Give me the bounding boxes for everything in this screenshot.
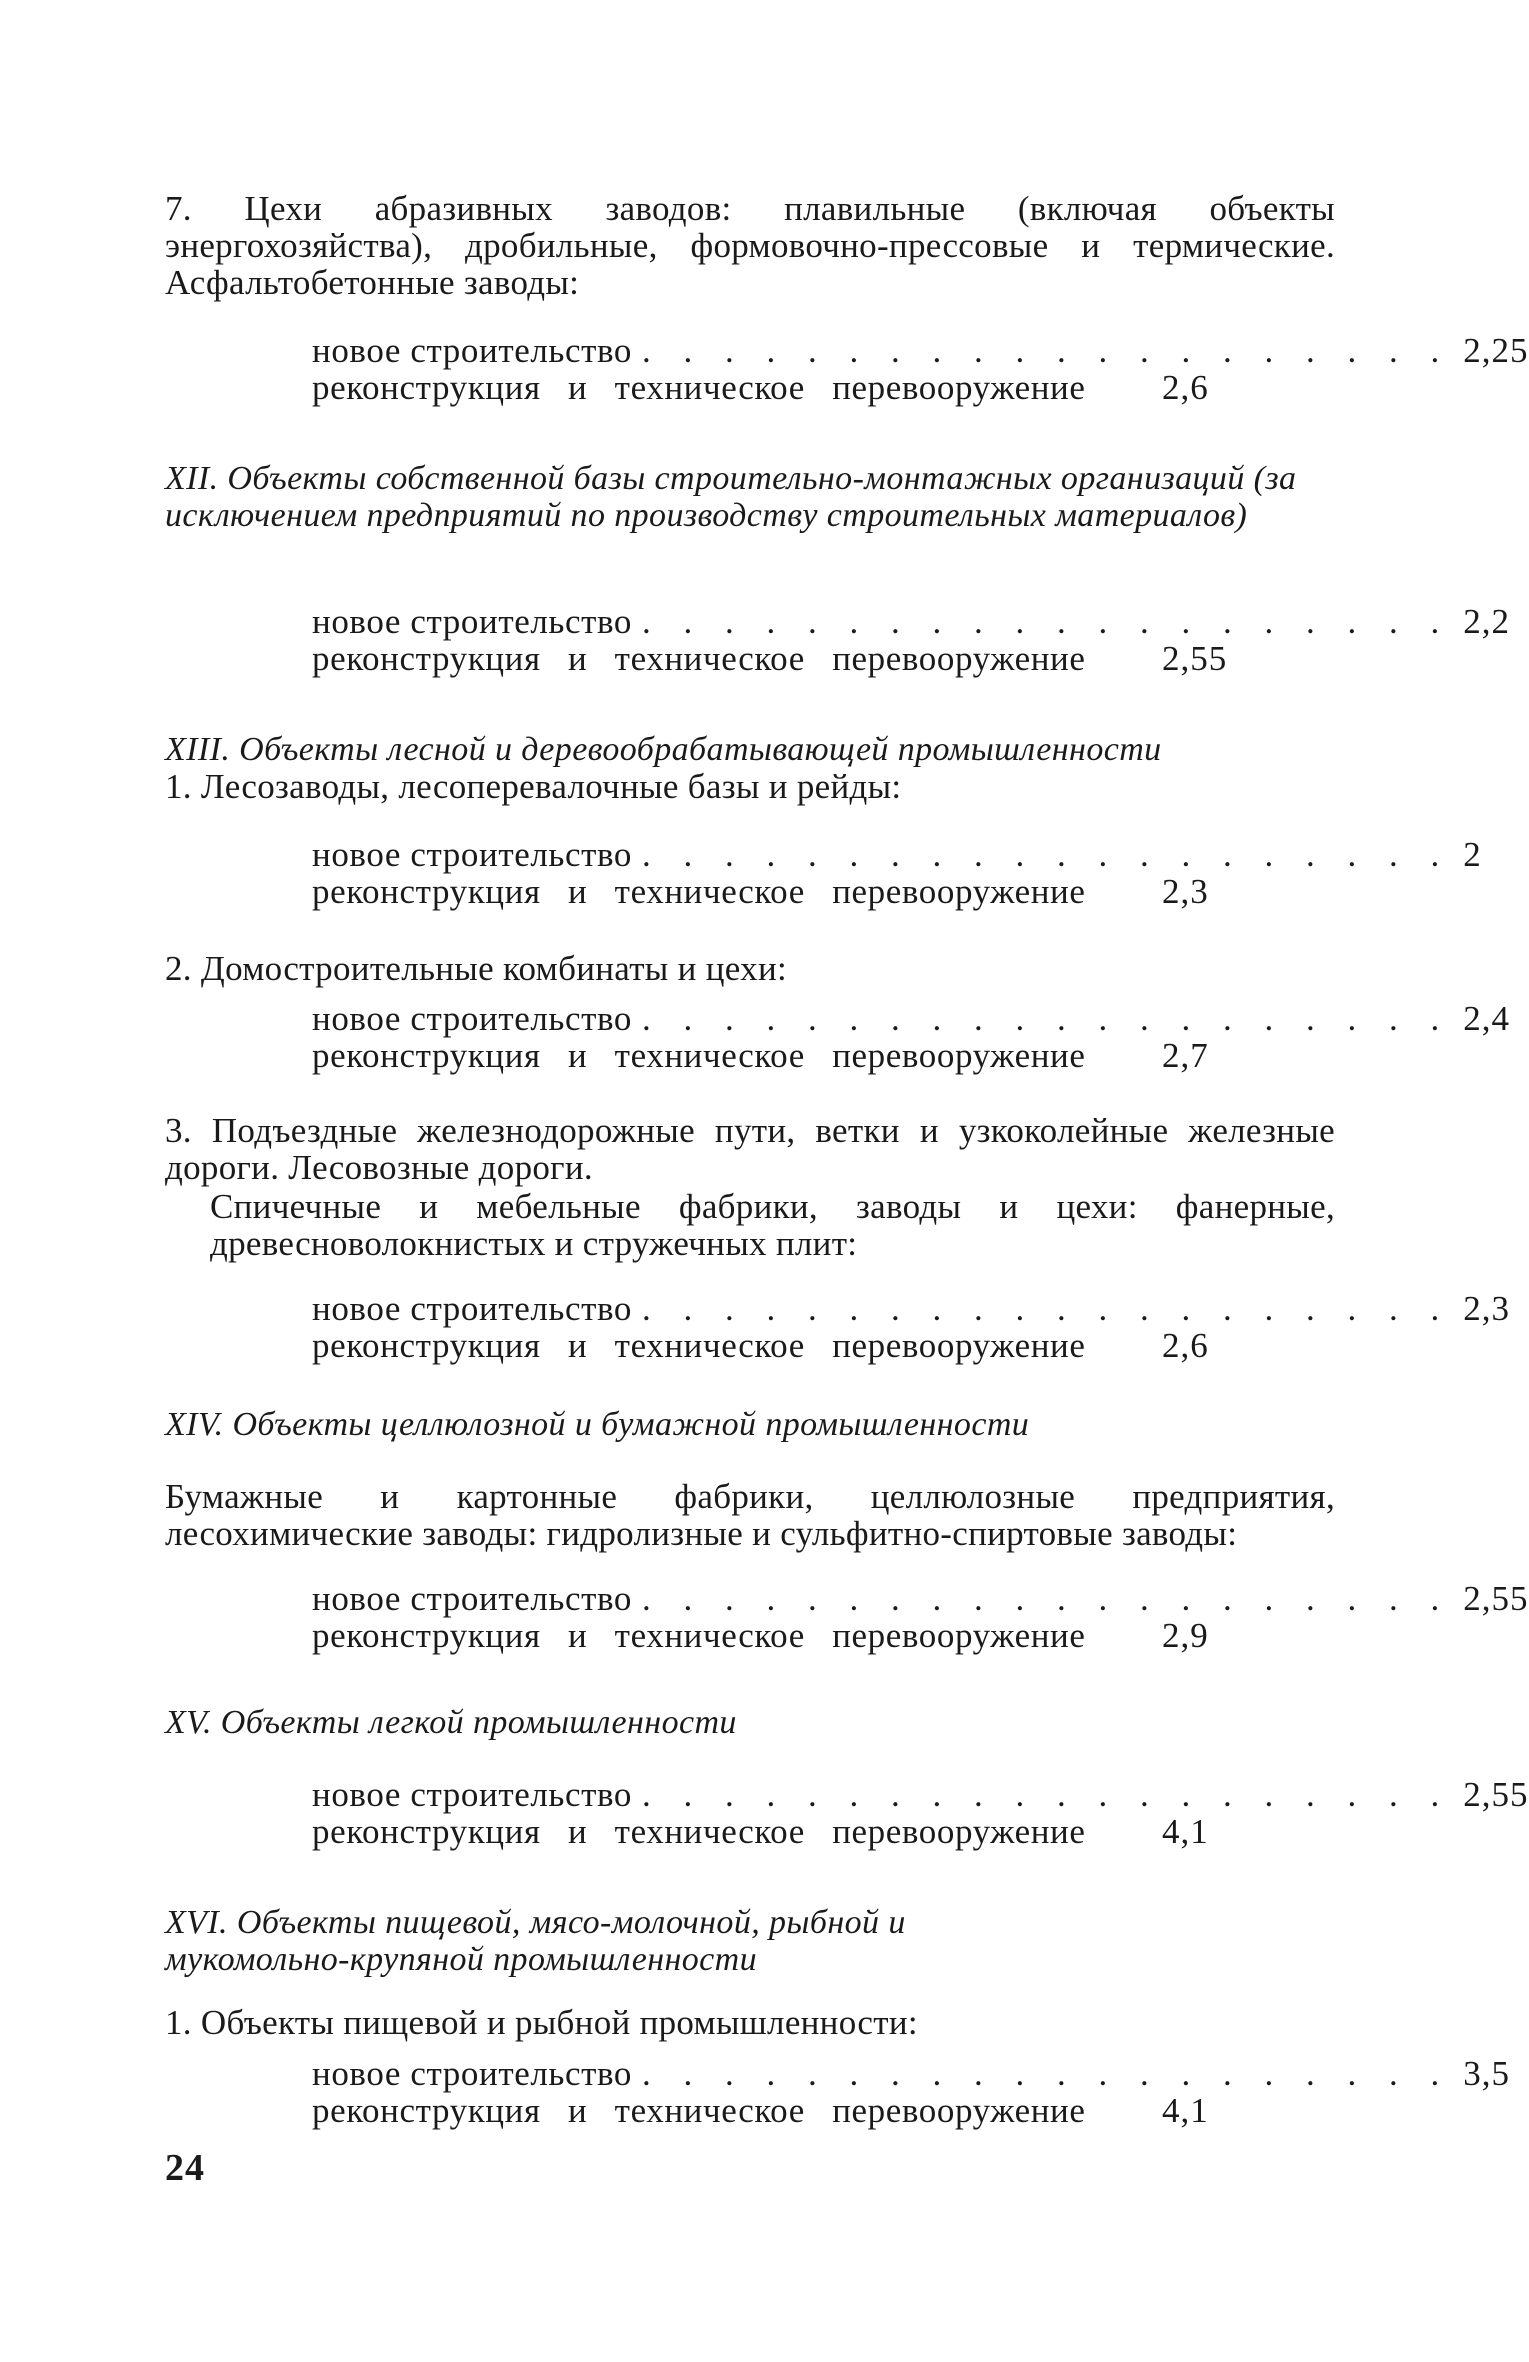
row-reconstruction [312, 2092, 1242, 2129]
coefficient-rows [312, 2054, 1510, 2130]
row-new-construction [312, 999, 1510, 1038]
row-value: 2,3 [1463, 1289, 1510, 1328]
row-value: 2 [1463, 835, 1482, 874]
coefficient-rows [312, 602, 1510, 678]
row-value: 2,4 [1463, 999, 1510, 1038]
row-value: 4,1 [1162, 2091, 1209, 2130]
row-value: 2,25 [1463, 331, 1529, 370]
dot-leader: . . . . . . . . . . . . . . . . . . . . [642, 1579, 1452, 1618]
section-heading-xvi: XVI. Объекты пищевой, мясо-молочной, рыбной и мукомольно-крупяной промышленности [165, 1904, 906, 1978]
row-value: 2,6 [1162, 368, 1209, 407]
row-new-construction [312, 1775, 1529, 1814]
row-reconstruction [312, 1037, 1242, 1074]
row-value: 4,1 [1162, 1812, 1209, 1851]
paragraph-item-3-continued: Спичечные и мебельные фабрики, заводы и цехи: фанерные, древесноволокнистых и стружечных плит: [210, 1187, 1335, 1263]
row-new-construction [312, 602, 1510, 641]
page-number: 24 [165, 2147, 205, 2189]
row-new-construction [312, 1579, 1529, 1618]
row-value: 2,55 [1463, 1579, 1529, 1618]
paragraph-food-industry: 1. Объекты пищевой и рыбной промышленности: [165, 2003, 918, 2042]
dot-leader: . . . . . . . . . . . . . . . . . . . . [642, 2054, 1452, 2093]
row-label: реконструкция и техническое перевооружение [312, 1812, 1086, 1851]
row-value: 2,9 [1162, 1616, 1209, 1655]
dot-leader: . . . . . . . . . . . . . . . . . . . . [642, 999, 1452, 1038]
dot-leader: . . . . . . . . . . . . . . . . . . . . [642, 602, 1452, 641]
row-value: 2,7 [1162, 1036, 1209, 1075]
coefficient-rows [312, 1289, 1510, 1365]
dot-leader: . . . . . . . . . . . . . . . . . . . . [642, 835, 1452, 874]
row-label: новое строительство [312, 331, 632, 370]
row-label: новое строительство [312, 1775, 632, 1814]
paragraph-item-3: 3. Подъездные железнодорожные пути, ветки и узкоколейные железные дороги. Лесовозные дороги. [165, 1111, 1335, 1187]
row-label: новое строительство [312, 602, 632, 641]
coefficient-rows [312, 999, 1510, 1075]
row-label: реконструкция и техническое перевооружение [312, 1036, 1086, 1075]
section-heading-xv: XV. Объекты легкой промышленности [165, 1704, 737, 1741]
row-value: 2,55 [1162, 639, 1228, 678]
section-heading-xii: XII. Объекты собственной базы строительно-монтажных организаций (за исключением предприятий по производству строительных материалов) [165, 460, 1297, 534]
dot-leader: . . . . . . . . . . . . . . . . . . . . [642, 1289, 1452, 1328]
row-label: реконструкция и техническое перевооружение [312, 2091, 1086, 2130]
row-label: реконструкция и техническое перевооружение [312, 1616, 1086, 1655]
row-value: 2,6 [1162, 1326, 1209, 1365]
paragraph-item-2: 2. Домостроительные комбинаты и цехи: [165, 949, 788, 988]
row-label: новое строительство [312, 999, 632, 1038]
section-heading-xiii: XIII. Объекты лесной и деревообрабатывающей промышленности [165, 731, 1162, 768]
row-value: 2,3 [1162, 872, 1209, 911]
row-reconstruction [312, 640, 1242, 677]
row-reconstruction [312, 1617, 1242, 1654]
row-label: реконструкция и техническое перевооружение [312, 368, 1086, 407]
row-reconstruction [312, 369, 1242, 406]
row-value: 3,5 [1463, 2054, 1510, 2093]
row-reconstruction [312, 1813, 1242, 1850]
paragraph-item-1: 1. Лесозаводы, лесоперевалочные базы и рейды: [165, 767, 902, 806]
paragraph-paper-industry: Бумажные и картонные фабрики, целлюлозные предприятия, лесохимические заводы: гидролизные и сульфитно-спиртовые заводы: [165, 1477, 1335, 1553]
row-label: новое строительство [312, 1289, 632, 1328]
row-label: реконструкция и техническое перевооружение [312, 872, 1086, 911]
row-new-construction [312, 835, 1482, 874]
coefficient-rows [312, 331, 1529, 407]
dot-leader: . . . . . . . . . . . . . . . . . . . . [642, 331, 1452, 370]
section-heading-xiv: XIV. Объекты целлюлозной и бумажной промышленности [165, 1406, 1030, 1443]
row-value: 2,2 [1463, 602, 1510, 641]
row-value: 2,55 [1463, 1775, 1529, 1814]
row-label: новое строительство [312, 1579, 632, 1618]
dot-leader: . . . . . . . . . . . . . . . . . . . . [642, 1775, 1452, 1814]
coefficient-rows [312, 1775, 1529, 1851]
row-label: реконструкция и техническое перевооружение [312, 1326, 1086, 1365]
row-new-construction [312, 1289, 1510, 1328]
row-label: новое строительство [312, 2054, 632, 2093]
row-new-construction [312, 2054, 1510, 2093]
row-label: новое строительство [312, 835, 632, 874]
row-new-construction [312, 331, 1529, 370]
coefficient-rows [312, 835, 1482, 911]
row-reconstruction [312, 1327, 1242, 1364]
coefficient-rows [312, 1579, 1529, 1655]
row-reconstruction [312, 873, 1242, 910]
row-label: реконструкция и техническое перевооружение [312, 639, 1086, 678]
paragraph-item-7: 7. Цехи абразивных заводов: плавильные (включая объекты энергохозяйства), дробильные, формовочно-прессовые и термические. Асфальтобетонные заводы: [165, 189, 1335, 302]
